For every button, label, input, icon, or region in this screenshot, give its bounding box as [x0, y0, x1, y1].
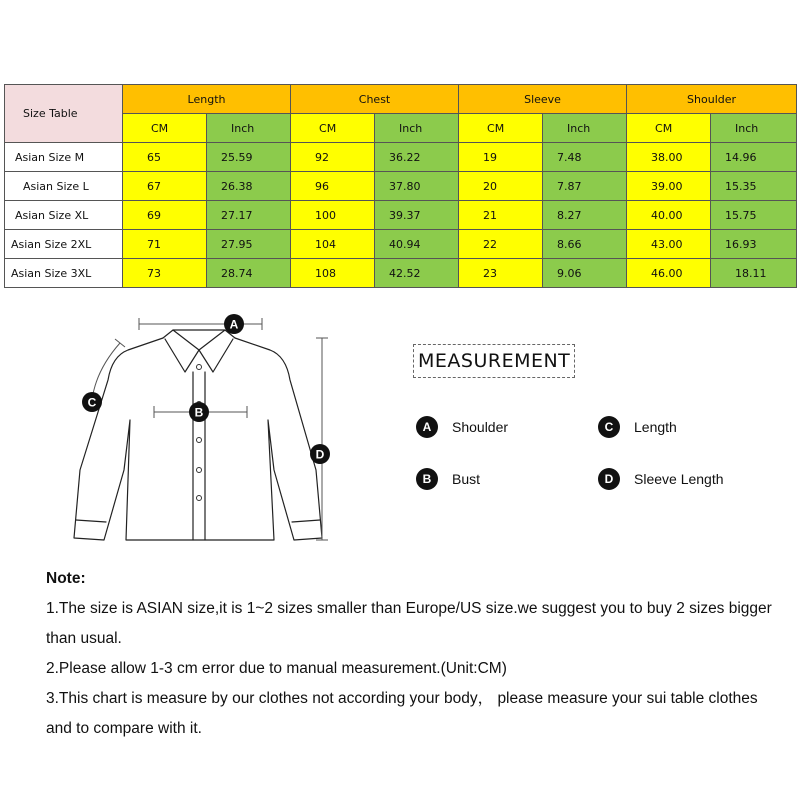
header-length: Length: [123, 85, 291, 114]
row-label: Asian Size XL: [5, 201, 123, 230]
cell-shoulder-inch: 15.75: [711, 201, 797, 230]
note-line-3: 3.This chart is measure by our clothes not according your body， please measure your sui table clothes and to compare with it.: [46, 690, 758, 737]
table-header-row: [5, 85, 797, 114]
cell-sleeve-cm: 21: [459, 201, 543, 230]
cell-length-inch: 27.95: [207, 230, 291, 259]
note-line-2: 2.Please allow 1-3 cm error due to manual measurement.(Unit:CM): [46, 660, 507, 677]
header-sleeve: Sleeve: [459, 85, 627, 114]
cell-sleeve-inch: 9.06: [543, 259, 627, 288]
svg-text:C: C: [87, 395, 97, 410]
cell-length-cm: 73: [123, 259, 207, 288]
cell-length-inch: 27.17: [207, 201, 291, 230]
svg-text:D: D: [315, 447, 325, 462]
legend-item-bust: [416, 468, 480, 490]
notes-section: [46, 564, 786, 744]
legend-label: Sleeve Length: [634, 471, 724, 487]
cell-shoulder-cm: 43.00: [627, 230, 711, 259]
cell-chest-inch: 42.52: [375, 259, 459, 288]
marker-a-icon: [224, 314, 244, 334]
unit-inch: Inch: [207, 114, 291, 143]
unit-inch: Inch: [375, 114, 459, 143]
cell-chest-cm: 96: [291, 172, 375, 201]
cell-chest-cm: 100: [291, 201, 375, 230]
table-row: [5, 230, 797, 259]
notes-title: Note:: [46, 570, 86, 587]
cell-length-inch: 26.38: [207, 172, 291, 201]
header-chest: Chest: [291, 85, 459, 114]
cell-shoulder-cm: 40.00: [627, 201, 711, 230]
table-row: [5, 259, 797, 288]
legend-item-shoulder: [416, 416, 508, 438]
cell-sleeve-inch: 7.87: [543, 172, 627, 201]
cell-shoulder-inch: 16.93: [711, 230, 797, 259]
cell-sleeve-cm: 20: [459, 172, 543, 201]
size-table-corner: Size Table: [5, 85, 123, 143]
svg-text:B: B: [194, 405, 204, 420]
header-shoulder: Shoulder: [627, 85, 797, 114]
legend-label: Bust: [452, 471, 481, 487]
cell-sleeve-inch: 8.27: [543, 201, 627, 230]
unit-cm: CM: [123, 114, 207, 143]
cell-chest-inch: 39.37: [375, 201, 459, 230]
cell-shoulder-cm: 46.00: [627, 259, 711, 288]
table-row: [5, 172, 797, 201]
cell-shoulder-inch: 15.35: [711, 172, 797, 201]
table-row: [5, 143, 797, 172]
unit-cm: CM: [291, 114, 375, 143]
size-table: [4, 84, 797, 288]
note-line-1: 1.The size is ASIAN size,it is 1~2 sizes smaller than Europe/US size.we suggest you to buy 2 sizes bigger than usual.: [46, 600, 772, 647]
table-row: [5, 201, 797, 230]
table-unit-row: [5, 114, 797, 143]
marker-a-icon: A: [416, 416, 438, 438]
unit-inch: Inch: [543, 114, 627, 143]
row-label: Asian Size M: [5, 143, 123, 172]
marker-c-icon: C: [598, 416, 620, 438]
marker-b-icon: B: [416, 468, 438, 490]
cell-sleeve-cm: 23: [459, 259, 543, 288]
marker-d-icon: D: [598, 468, 620, 490]
marker-c-icon: [82, 392, 102, 412]
cell-shoulder-cm: 39.00: [627, 172, 711, 201]
shirt-diagram: [60, 300, 360, 560]
cell-sleeve-cm: 22: [459, 230, 543, 259]
cell-shoulder-inch: 14.96: [711, 143, 797, 172]
cell-length-cm: 67: [123, 172, 207, 201]
legend-label: Shoulder: [452, 419, 509, 435]
shirt-buttons: [194, 365, 204, 501]
cell-chest-inch: 37.80: [375, 172, 459, 201]
row-label: Asian Size 2XL: [5, 230, 123, 259]
cell-length-cm: 69: [123, 201, 207, 230]
marker-b-icon: [189, 402, 209, 422]
cell-chest-cm: 108: [291, 259, 375, 288]
cell-shoulder-inch: 18.11: [711, 259, 797, 288]
row-label: Asian Size L: [5, 172, 123, 201]
cell-shoulder-cm: 38.00: [627, 143, 711, 172]
cell-chest-cm: 92: [291, 143, 375, 172]
unit-cm: CM: [627, 114, 711, 143]
cell-sleeve-inch: 8.66: [543, 230, 627, 259]
row-label: Asian Size 3XL: [5, 259, 123, 288]
legend-item-sleeve-length: [598, 468, 724, 490]
cell-chest-cm: 104: [291, 230, 375, 259]
svg-text:A: A: [229, 317, 239, 332]
unit-cm: CM: [459, 114, 543, 143]
cell-length-cm: 65: [123, 143, 207, 172]
cell-length-cm: 71: [123, 230, 207, 259]
cell-sleeve-cm: 19: [459, 143, 543, 172]
legend-label: Length: [634, 419, 677, 435]
cell-length-inch: 28.74: [207, 259, 291, 288]
legend-item-length: [598, 416, 677, 438]
shirt-outline: [74, 330, 322, 540]
measurement-title: MEASUREMENT: [413, 344, 575, 378]
unit-inch: Inch: [711, 114, 797, 143]
cell-sleeve-inch: 7.48: [543, 143, 627, 172]
cell-chest-inch: 40.94: [375, 230, 459, 259]
marker-d-icon: [310, 444, 330, 464]
cell-chest-inch: 36.22: [375, 143, 459, 172]
cell-length-inch: 25.59: [207, 143, 291, 172]
